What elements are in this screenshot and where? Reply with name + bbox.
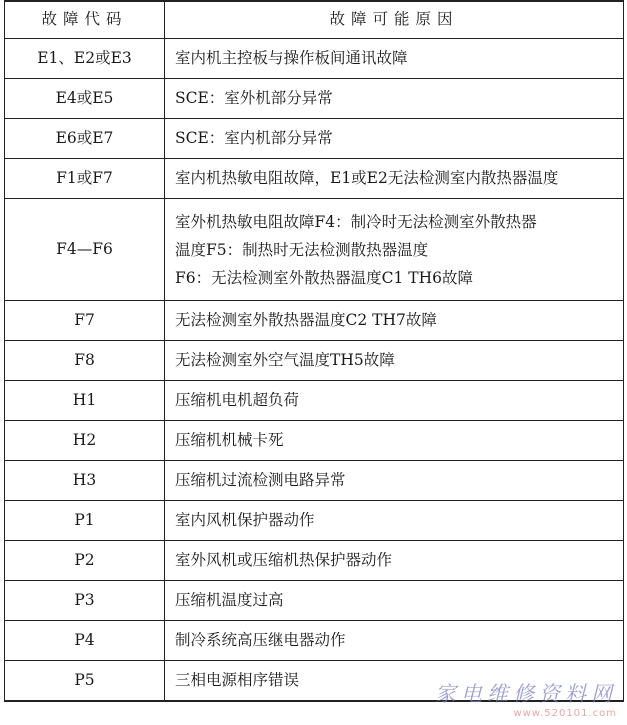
fault-reason-cell (165, 159, 624, 199)
table-row (5, 421, 624, 461)
fault-reason-line: 无法检测室外空气温度TH5故障 (175, 350, 395, 369)
fault-reason-cell (165, 301, 624, 341)
fault-reason-cell (165, 79, 624, 119)
table-row (5, 501, 624, 541)
fault-code-cell: H3 (5, 461, 165, 501)
table-row (5, 301, 624, 341)
fault-reason-line: 压缩机机械卡死 (175, 430, 284, 449)
fault-code-cell: F7 (5, 301, 165, 341)
table-row (5, 541, 624, 581)
fault-code-cell: H2 (5, 421, 165, 461)
table-row (5, 39, 624, 79)
table-row (5, 381, 624, 421)
fault-reason-line: 三相电源相序错误 (175, 670, 300, 689)
fault-code-cell: P2 (5, 541, 165, 581)
fault-reason-cell (165, 199, 624, 301)
fault-reason-line: 室外机热敏电阻故障F4：制冷时无法检测室外散热器 (175, 212, 537, 231)
fault-reason-line: F6：无法检测室外散热器温度C1 TH6故障 (175, 268, 473, 287)
fault-code-cell: F4—F6 (5, 199, 165, 301)
table-header-row (5, 1, 624, 39)
column-header-code: 故障代码 (5, 1, 165, 39)
fault-code-cell: F8 (5, 341, 165, 381)
fault-reason-line: 室内机主控板与操作板间通讯故障 (175, 48, 408, 67)
table-row (5, 341, 624, 381)
fault-reason-cell (165, 381, 624, 421)
fault-reason-line: 压缩机电机超负荷 (175, 390, 300, 409)
fault-reason-cell (165, 541, 624, 581)
watermark-url: www.520101.com (513, 708, 617, 719)
table-row (5, 581, 624, 621)
fault-reason-line: SCE：室外机部分异常 (175, 88, 333, 107)
fault-code-cell: P1 (5, 501, 165, 541)
table-row (5, 119, 624, 159)
fault-reason-line: 压缩机温度过高 (175, 590, 284, 609)
fault-reason-line: 无法检测室外散热器温度C2 TH7故障 (175, 310, 437, 329)
table-row (5, 159, 624, 199)
fault-code-cell: P5 (5, 661, 165, 702)
fault-code-cell: P3 (5, 581, 165, 621)
fault-code-table (4, 0, 624, 702)
fault-reason-line: 温度F5：制热时无法检测散热器温度 (175, 240, 429, 259)
site-watermark (435, 678, 617, 719)
fault-reason-cell (165, 461, 624, 501)
fault-reason-cell (165, 119, 624, 159)
fault-reason-line: 室内机热敏电阻故障，E1或E2无法检测室内散热器温度 (175, 168, 559, 187)
table-row (5, 199, 624, 301)
table-body (5, 39, 624, 702)
column-header-reason: 故障可能原因 (165, 1, 624, 39)
fault-code-cell: H1 (5, 381, 165, 421)
fault-reason-line: 室内风机保护器动作 (175, 510, 315, 529)
fault-reason-cell (165, 501, 624, 541)
fault-reason-cell (165, 341, 624, 381)
watermark-text: 家电维修资料网 (435, 682, 617, 706)
fault-code-cell: E6或E7 (5, 119, 165, 159)
fault-reason-line: SCE：室内机部分异常 (175, 128, 333, 147)
table-row (5, 79, 624, 119)
fault-code-cell: P4 (5, 621, 165, 661)
fault-code-cell: F1或F7 (5, 159, 165, 199)
fault-reason-cell (165, 581, 624, 621)
fault-code-cell: E4或E5 (5, 79, 165, 119)
fault-reason-line: 压缩机过流检测电路异常 (175, 470, 346, 489)
fault-reason-line: 室外风机或压缩机热保护器动作 (175, 550, 393, 569)
fault-reason-cell (165, 39, 624, 79)
fault-code-cell: E1、E2或E3 (5, 39, 165, 79)
table-row (5, 461, 624, 501)
table-row (5, 621, 624, 661)
fault-reason-cell (165, 421, 624, 461)
fault-reason-line: 制冷系统高压继电器动作 (175, 630, 346, 649)
fault-reason-cell (165, 621, 624, 661)
fault-code-sheet (4, 0, 623, 721)
